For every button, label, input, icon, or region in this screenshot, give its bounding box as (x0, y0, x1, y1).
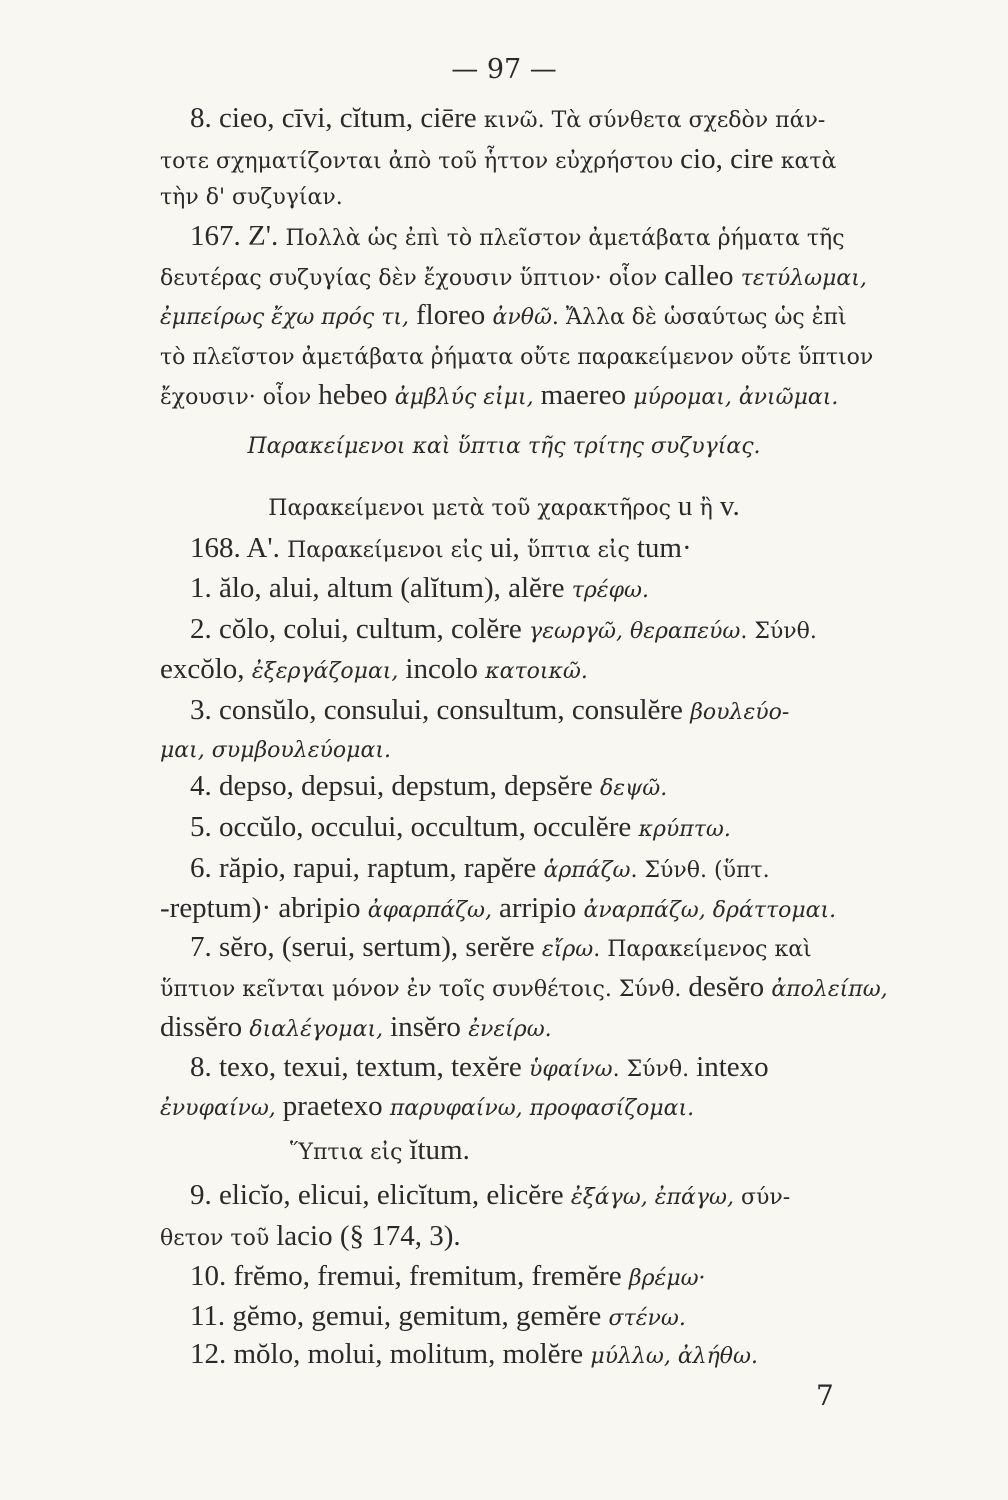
greek-text: ἢ (699, 496, 720, 521)
latin-text: 9. elicĭo, elicui, elicĭtum, elicĕre (190, 1179, 571, 1211)
text-line (190, 530, 692, 569)
greek-text: ἀναρπάζω, δράττομαι. (583, 898, 837, 923)
text-line (160, 651, 588, 690)
text-line (160, 377, 838, 416)
text-line (190, 218, 845, 257)
text-line (190, 1336, 758, 1375)
greek-text: εἴρω (541, 937, 594, 962)
greek-text: . Παρακείμενος καὶ (593, 937, 812, 962)
text-line (190, 768, 667, 807)
greek-text: ἐξάγω, ἐπάγω, (570, 1185, 741, 1210)
latin-text: ui, (489, 532, 528, 564)
text-line (160, 338, 873, 376)
latin-text: 11. gĕmo, gemui, gemitum, gemĕre (190, 1300, 609, 1332)
latin-text: calleo (664, 260, 741, 292)
greek-text: τὴν δ' συζυγίαν. (160, 185, 343, 210)
text-line (160, 731, 391, 769)
greek-text: . Σύνθ. (740, 619, 817, 644)
latin-text: arripio (498, 892, 584, 924)
text-line (190, 100, 825, 139)
greek-text: Πολλὰ ὡς ἐπὶ τὸ πλεῖστον ἀμετάβατα ῥήματα τῆς (285, 226, 845, 251)
latin-text: cio, cire (680, 143, 781, 175)
text-line (190, 1049, 769, 1088)
greek-text: δεψῶ. (599, 776, 668, 801)
greek-text: θετον τοῦ (160, 1226, 277, 1251)
greek-text: γεωργῶ, θεραπεύω (529, 619, 741, 644)
greek-text: ἔχουσιν· οἷον (160, 385, 319, 410)
latin-text: excŏlo, (160, 653, 252, 685)
text-line (160, 178, 343, 216)
page-number: — 97 — (451, 54, 557, 85)
text-line (190, 809, 731, 848)
greek-text: μαι, συμβουλεύομαι. (160, 738, 391, 763)
greek-text: Παρακείμενοι εἰς (287, 538, 490, 563)
latin-text: desĕro (688, 971, 772, 1003)
latin-text: 3. consŭlo, consului, consultum, consulĕre (190, 694, 691, 726)
footer-mark: 7 (816, 1379, 834, 1412)
greek-text: ἀπολείπω, (771, 977, 888, 1002)
greek-text: ἐνυφαίνω, (160, 1096, 283, 1121)
text-line (190, 850, 770, 889)
greek-text: . Τὰ σύνθετα σχεδὸν πάν- (537, 108, 826, 133)
text-line (190, 1298, 686, 1337)
latin-text: 1. ălo, alui, altum (alĭtum), alĕre (190, 572, 572, 604)
latin-text: ĭtum. (409, 1134, 470, 1166)
text-line (190, 1177, 790, 1216)
latin-text: 6. răpio, rapui, raptum, rapĕre (190, 852, 544, 884)
greek-text: ὕπτια εἰς (527, 538, 637, 563)
greek-text: ἀμβλύς εἰμι, (394, 385, 541, 410)
greek-text: διαλέγομαι, (249, 1017, 391, 1042)
latin-text: 8. texo, texui, textum, texĕre (190, 1051, 530, 1083)
greek-text: παρυφαίνω, προφασίζομαι. (389, 1096, 695, 1121)
text-line (190, 692, 789, 731)
latin-text: 7. sĕro, (serui, sertum), serĕre (190, 931, 542, 963)
latin-text: lacio (§ 174, 3). (276, 1220, 461, 1252)
latin-text: praetexo (282, 1090, 390, 1122)
latin-text: u (677, 490, 700, 522)
greek-text: στένω. (608, 1306, 686, 1331)
text-line (160, 969, 888, 1008)
greek-text: τοτε σχηματίζονται ἀπὸ τοῦ ἧττον εὐχρήστου (160, 149, 681, 174)
latin-text: 2. cŏlo, colui, cultum, colĕre (190, 613, 530, 645)
text-line (160, 141, 836, 180)
greek-text: κατὰ (780, 149, 837, 174)
greek-text: μύρομαι, ἀνιῶμαι. (633, 385, 839, 410)
greek-text: . Σύνθ. (612, 1057, 697, 1082)
greek-text: κινῶ (483, 108, 538, 133)
greek-text: ὑφαίνω (529, 1057, 613, 1082)
text-line (190, 611, 817, 650)
text-line (0, 427, 1008, 465)
latin-text: 167. Ζ'. (190, 220, 286, 252)
latin-text: hebeo (318, 379, 395, 411)
greek-text: Παρακείμενοι καὶ ὕπτια τῆς τρίτης συζυγίας. (247, 434, 761, 459)
latin-text: floreo (416, 299, 493, 331)
text-line (160, 258, 867, 297)
text-line (190, 1258, 706, 1297)
greek-text: ἁρπάζω (543, 858, 631, 883)
latin-text: intexo (696, 1051, 769, 1083)
greek-text: ὕπτιον κεῖνται μόνον ἐν τοῖς συνθέτοις. Σύνθ. (160, 977, 689, 1002)
greek-text: . Σύνθ. (ὕπτ. (630, 858, 770, 883)
text-line (160, 1009, 552, 1048)
greek-text: ἐνείρω. (468, 1017, 552, 1042)
greek-text: ἐμπείρως ἔχω πρός τι, (160, 305, 416, 330)
latin-text: 8. cieo, cīvi, cĭtum, ciēre (190, 102, 484, 134)
text-line (160, 297, 847, 336)
latin-text: incolo (405, 653, 486, 685)
text-line (160, 1088, 694, 1127)
text-line (290, 1132, 470, 1171)
greek-text: Παρακείμενοι μετὰ τοῦ χαρακτῆρος (268, 496, 678, 521)
latin-text: 168. Α'. (190, 532, 288, 564)
latin-text: -reptum)· abripio (160, 892, 368, 924)
greek-text: βουλεύο- (690, 700, 790, 725)
latin-text: maereo (540, 379, 634, 411)
greek-text: Ὕπτια εἰς (290, 1140, 410, 1165)
latin-text: 12. mŏlo, molui, molitum, molĕre (190, 1338, 591, 1370)
text-line (190, 570, 649, 609)
greek-text: βρέμω· (628, 1266, 706, 1291)
latin-text: v. (719, 490, 740, 522)
text-line (0, 488, 1008, 527)
greek-text: ἐξεργάζομαι, (251, 659, 406, 684)
greek-text: μύλλω, ἀλήθω. (590, 1344, 758, 1369)
greek-text: σύν- (740, 1185, 791, 1210)
latin-text: tum· (636, 532, 692, 564)
text-line (160, 890, 836, 929)
greek-text: δευτέρας συζυγίας δὲν ἔχουσιν ὕπτιον· οἷον (160, 266, 665, 291)
greek-text: τετύλωμαι, (740, 266, 867, 291)
greek-text: . Ἄλλα δὲ ὡσαύτως ὡς ἐπὶ (551, 305, 847, 330)
latin-text: 4. depso, depsui, depstum, depsĕre (190, 770, 600, 802)
latin-text: 10. frĕmo, fremui, fremitum, fremĕre (190, 1260, 629, 1292)
latin-text: 5. occŭlo, occului, occultum, occulĕre (190, 811, 639, 843)
text-line (160, 1218, 461, 1257)
greek-text: κρύπτω. (638, 817, 731, 842)
greek-text: τρέφω. (571, 578, 649, 603)
latin-text: insĕro (390, 1011, 469, 1043)
greek-text: ἀνθῶ (492, 305, 552, 330)
latin-text: dissĕro (160, 1011, 250, 1043)
greek-text: τὸ πλεῖστον ἀμετάβατα ῥήματα οὔτε παρακείμενον οὔτε ὕπτιον (160, 345, 874, 370)
greek-text: ἀφαρπάζω, (367, 898, 499, 923)
greek-text: κατοικῶ. (485, 659, 588, 684)
text-line (190, 929, 812, 968)
